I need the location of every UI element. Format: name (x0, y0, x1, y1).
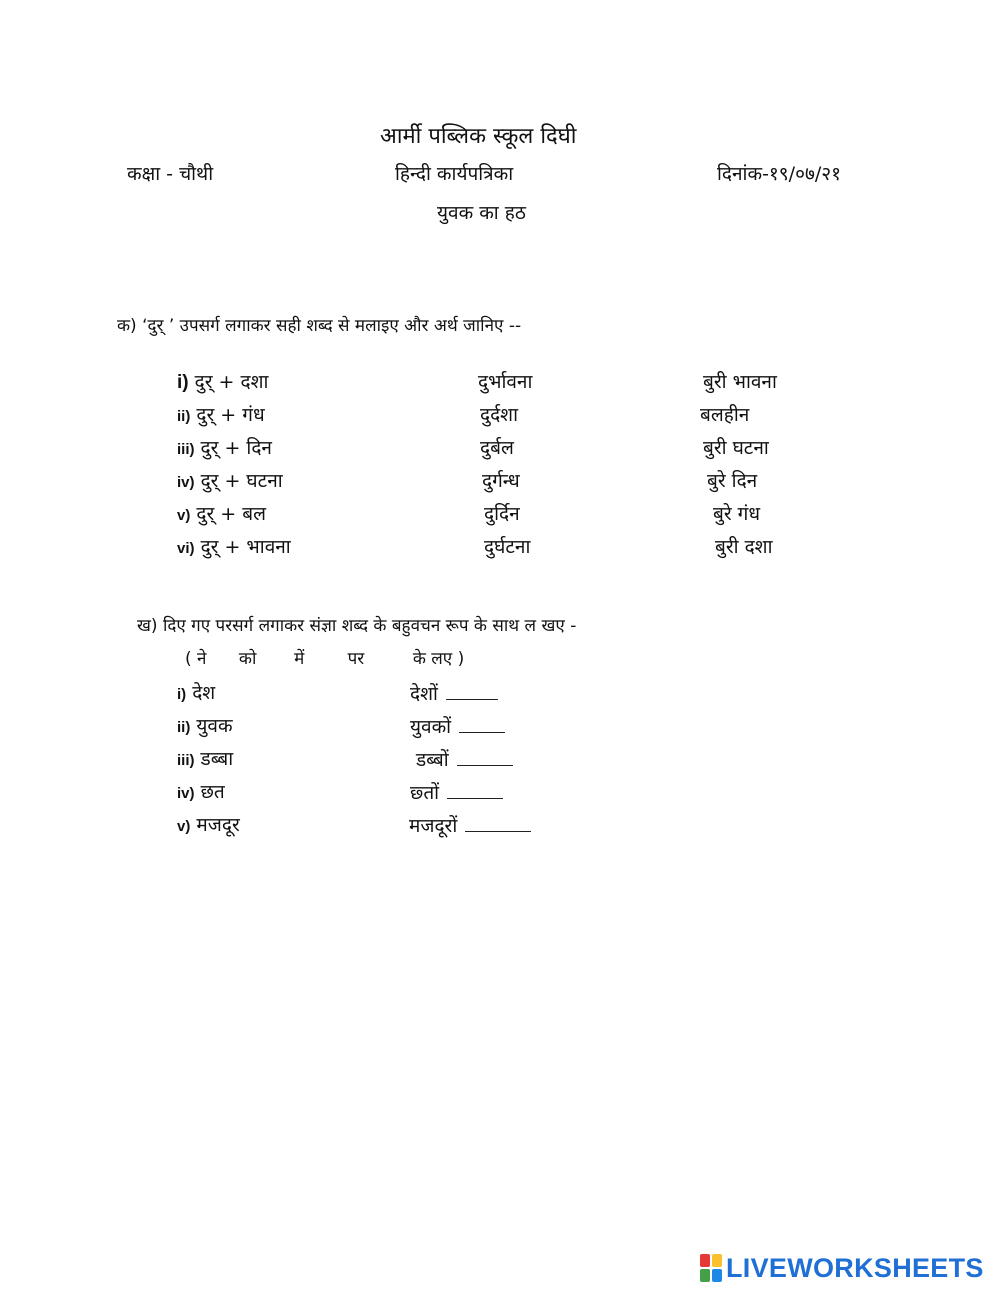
worksheet-date: दिनांक-१९/०७/२१ (717, 163, 842, 185)
row-number: vi) (177, 540, 195, 557)
word-option[interactable]: दुर्घटना (484, 536, 531, 558)
noun-word: युवक (196, 715, 233, 737)
table-row (177, 471, 283, 492)
list-item (177, 815, 240, 836)
worksheet-subject: हिन्दी कार्यपत्रिका (395, 163, 514, 185)
list-item (177, 782, 225, 803)
answer-blank[interactable] (446, 683, 498, 700)
plural-form: देशों (410, 683, 438, 705)
row-number: v) (177, 818, 191, 835)
section-b-heading: ख) दिए गए परसर्ग लगाकर संज्ञा शब्द के बहुवचन रूप के साथ ल खए - (137, 616, 577, 636)
answer-blank[interactable] (459, 716, 505, 733)
table-row (177, 504, 266, 525)
logo-blocks-icon (700, 1254, 722, 1282)
noun-word: छत (200, 781, 225, 803)
meaning-option[interactable]: बुरी भावना (703, 371, 777, 393)
row-number: ii) (177, 408, 191, 425)
row-number: v) (177, 507, 191, 524)
answer-line (410, 716, 505, 738)
plural-form: छ्तों (410, 782, 440, 804)
section-a-heading: क) ‘दुर् ’ उपसर्ग लगाकर सही शब्द से मलाइए और अर्थ जानिए -- (117, 316, 522, 336)
plural-form: मजदूरों (409, 815, 458, 837)
noun-word: मजदूर (196, 814, 240, 836)
meaning-option[interactable]: बुरी घटना (703, 437, 769, 459)
meaning-option[interactable]: बुरे दिन (707, 470, 758, 492)
postposition-options: ( ने को में पर के लए ) (185, 649, 465, 669)
prefix-combination: दुर् + घटना (200, 470, 283, 492)
answer-line (409, 815, 531, 837)
brand-name: LIVEWORKSHEETS (726, 1252, 984, 1283)
word-option[interactable]: दुर्बल (480, 437, 514, 459)
answer-blank[interactable] (465, 815, 531, 832)
list-item (177, 683, 215, 704)
row-number: iii) (177, 441, 195, 458)
meaning-option[interactable]: बुरी दशा (715, 536, 773, 558)
liveworksheets-logo (700, 1253, 984, 1283)
row-number: iii) (177, 752, 195, 769)
school-name: आर्मी पब्लिक स्कूल दिघी (380, 124, 577, 149)
word-option[interactable]: दुर्भावना (478, 371, 533, 393)
answer-line (416, 749, 513, 771)
meaning-option[interactable]: बलहीन (700, 404, 750, 426)
plural-form: युवकों (410, 716, 452, 738)
table-row (177, 537, 291, 558)
list-item (177, 749, 233, 770)
prefix-combination: दुर् + दशा (194, 371, 269, 393)
row-number: ii) (177, 719, 191, 736)
lesson-title: युवक का हठ (437, 202, 526, 224)
row-number: iv) (177, 785, 195, 802)
prefix-combination: दुर् + भावना (200, 536, 291, 558)
prefix-combination: दुर् + बल (196, 503, 266, 525)
table-row (177, 372, 268, 394)
prefix-combination: दुर् + गंध (196, 404, 265, 426)
noun-word: देश (192, 682, 216, 704)
row-number: i) (177, 372, 189, 393)
word-option[interactable]: दुर्दिन (484, 503, 520, 525)
table-row (177, 405, 265, 426)
class-label: कक्षा - चौथी (127, 163, 214, 185)
noun-word: डब्बा (200, 748, 234, 770)
word-option[interactable]: दुर्दशा (480, 404, 519, 426)
list-item (177, 716, 233, 737)
plural-form: डब्बों (416, 749, 449, 771)
meaning-option[interactable]: बुरे गंध (713, 503, 761, 525)
prefix-combination: दुर् + दिन (200, 437, 272, 459)
answer-line (410, 782, 503, 804)
word-option[interactable]: दुर्गन्ध (482, 470, 520, 492)
answer-blank[interactable] (457, 749, 513, 766)
table-row (177, 438, 272, 459)
answer-line (410, 683, 498, 705)
answer-blank[interactable] (447, 782, 503, 799)
row-number: i) (177, 686, 187, 703)
row-number: iv) (177, 474, 195, 491)
